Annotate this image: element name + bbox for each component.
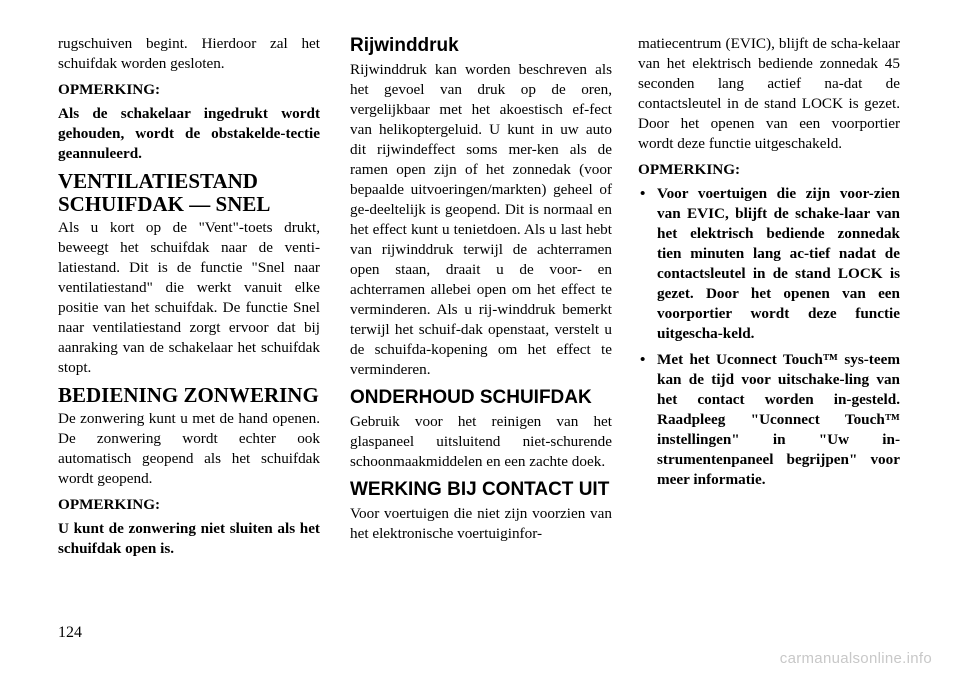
zonwering-paragraph: De zonwering kunt u met de hand openen. De zonwering wordt echter ook automatisch geopend als het schuifdak wordt geopend. <box>58 410 320 487</box>
intro-paragraph: rugschuiven begint. Hierdoor zal het schuifdak worden gesloten. <box>58 35 320 72</box>
bullet-icon: • <box>640 351 646 368</box>
note-label: OPMERKING: <box>58 496 161 513</box>
page-number: 124 <box>58 624 82 641</box>
column-right <box>638 34 900 496</box>
watermark: carmanualsonline.info <box>779 650 932 667</box>
bullet-icon: • <box>640 185 646 202</box>
continued-paragraph: matiecentrum (EVIC), blijft de scha-kelaar van het elektrisch bediende zonnedak 45 seconden lang actief na-dat de contactsleutel in de stand LOCK is gezet. Door het openen van een voorportier wordt deze functie uitgeschakeld. <box>638 35 900 152</box>
vent-paragraph: Als u kort op de "Vent"-toets drukt, beweegt het schuifdak naar de venti-latiestand. Dit is de functie "Snel naar ventilatiestand" die werkt vanuit elke positie van het schuifdak. De functie Snel naar ventilatiestand zorgt ervoor dat bij aanraking van de schakelaar het schuifdak stopt. <box>58 219 320 376</box>
note-label: OPMERKING: <box>638 161 741 178</box>
heading-zonwering: BEDIENING ZONWERING <box>58 383 319 407</box>
contact-paragraph: Voor voertuigen die niet zijn voorzien van het elektronische voertuiginfor- <box>350 505 612 542</box>
heading-vent: VENTILATIESTAND SCHUIFDAK — SNEL <box>58 169 271 216</box>
rijwinddruk-paragraph: Rijwinddruk kan worden beschreven als het gevoel van druk op de oren, vergelijkbaar met het akoestisch ef-fect van helikoptergeluid. U kunt in uw auto dit rijwindeffect soms mer-ken als de ramen open zijn of het zonnedak (voor bepaalde uitvoeringen/markten) geheel of ge-deeltelijk is geopend. Dit is normaal en het effect kunt u tenietdoen. Als u last hebt van rijwinddruk terwijl de achterramen open staan, draait u de voor- en achterramen allebei open om het effect te verminderen. Als u rij-winddruk bemerkt terwijl het schuif-dak openstaat, verstelt u de schuifda-kopening om het effect te verminderen. <box>350 61 612 378</box>
column-left <box>58 34 320 565</box>
heading-contact-uit: WERKING BIJ CONTACT UIT <box>350 479 610 500</box>
column-middle <box>350 34 612 550</box>
heading-rijwinddruk: Rijwinddruk <box>350 35 459 56</box>
list-item: • Met het Uconnect Touch™ sys-teem kan de tijd voor uitschake-ling van het contact worden in-gesteld. Raadpleeg "Uconnect Touch™ instellingen" in "Uw in-strumentenpaneel begrijpen" voor meer informatie. <box>640 351 900 488</box>
heading-onderhoud: ONDERHOUD SCHUIFDAK <box>350 387 592 408</box>
note-label: OPMERKING: <box>58 81 161 98</box>
note-text: U kunt de zonwering niet sluiten als het schuifdak open is. <box>58 520 320 557</box>
note-bullet-list <box>638 184 900 490</box>
note-text: Als de schakelaar ingedrukt wordt gehouden, wordt de obstakelde-tectie geannuleerd. <box>58 105 320 162</box>
onderhoud-paragraph: Gebruik voor het reinigen van het glaspaneel uitsluitend niet-schurende schoonmaakmiddelen en een zachte doek. <box>350 413 612 470</box>
list-item: • Voor voertuigen die zijn voor-zien van EVIC, blijft de schake-laar van het elektrisch bediende zonnedak tien minuten lang ac-tief nadat de contactsleutel in de stand LOCK is gezet. Door het openen van een voorportier wordt deze functie uitgescha-keld. <box>640 185 900 342</box>
